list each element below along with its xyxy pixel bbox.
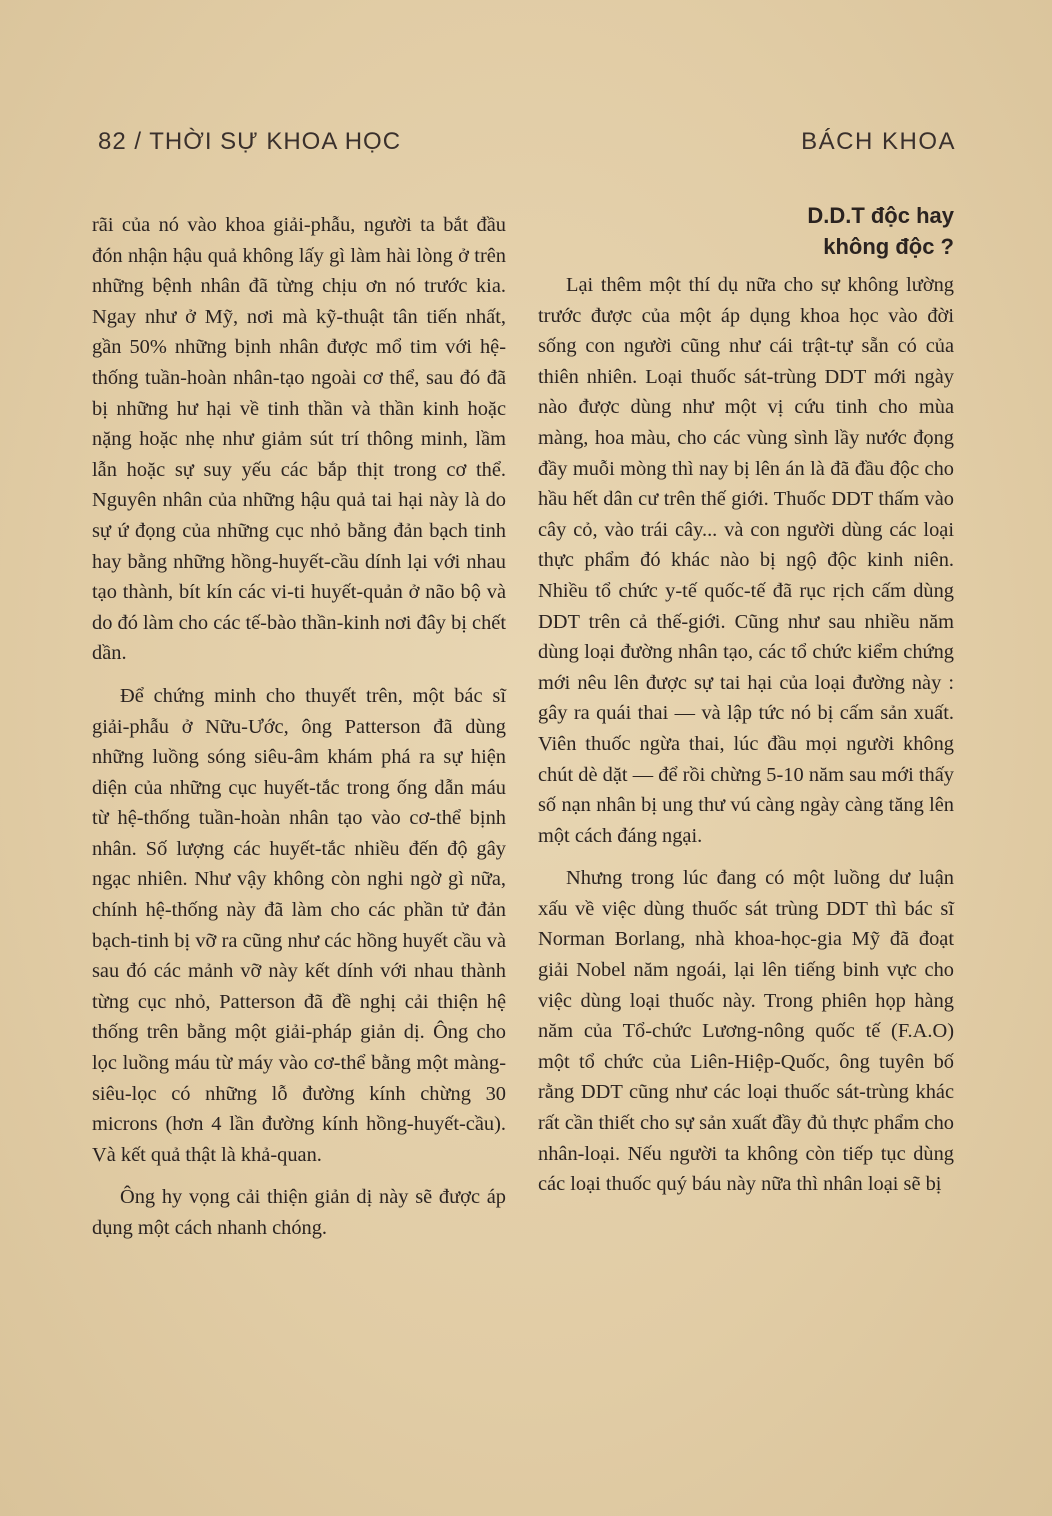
magazine-name: BÁCH KHOA [801, 128, 956, 155]
right-paragraph-2: Nhưng trong lúc đang có một luồng dư luận xấu về việc dùng thuốc sát trùng DDT thì bác sĩ Norman Borlang, nhà khoa-học-gia Mỹ đã đoạt giải Nobel năm ngoái, lại lên tiếng binh vực cho việc dùng loại thuốc này. Trong phiên họp hàng năm của Tổ-chức Lương-nông quốc tế (F.A.O) một tổ chức của Liên-Hiệp-Quốc, ông tuyên bố rằng DDT cũng như các loại thuốc sát-trùng khác rất cần thiết cho sự sản xuất đầy đủ thực phẩm cho nhân-loại. Nếu người ta không còn tiếp tục dùng các loại thuốc quý báu này nữa thì nhân loại sẽ bị [538, 867, 954, 1196]
article-title [538, 200, 954, 262]
left-paragraph-3: Ông hy vọng cải thiện giản dị này sẽ được áp dụng một cách nhanh chóng. [92, 1186, 506, 1239]
page-header [98, 128, 956, 162]
right-paragraph-1: Lại thêm một thí dụ nữa cho sự không lường trước được của một áp dụng khoa học vào đời sống con người cũng như cái trật-tự sẵn có của thiên nhiên. Loại thuốc sát-trùng DDT mới ngày nào được dùng như một vị cứu tinh cho mùa màng, hoa màu, cho các vùng sình lầy nước đọng đầy muỗi mòng thì nay bị lên án là đã đầu độc cho hầu hết dân cư trên thế giới. Thuốc DDT thấm vào cây cỏ, vào trái cây... và con người dùng các loại thực phẩm đó khác nào bị ngộ độc kinh niên. Nhiều tổ chức y-tế quốc-tế đã rục rịch cấm dùng DDT trên cả thế-giới. Cũng như sau nhiều năm dùng loại đường nhân tạo, các tổ chức kiểm chứng mới nêu lên được sự tai hại của loại đường này : gây ra quái thai — và lập tức nó bị cấm sản xuất. Viên thuốc ngừa thai, lúc đầu mọi người không chút dè dặt — để rồi chừng 5-10 năm sau mới thấy số nạn nhân bị ung thư vú càng ngày càng tăng lên một cách đáng ngại. [538, 274, 954, 847]
page-number-section-title: 82 / THỜI SỰ KHOA HỌC [98, 128, 402, 155]
right-column [538, 200, 954, 1200]
left-column [92, 210, 506, 1244]
article-title-line-2: không độc ? [823, 234, 954, 259]
left-paragraph-1: rãi của nó vào khoa giải-phẫu, người ta bắt đầu đón nhận hậu quả không lấy gì làm hài lòng ở trên những bệnh nhân đã từng chịu ơn nó trước kia. Ngay như ở Mỹ, nơi mà kỹ-thuật tân tiến nhất, gần 50% những bịnh nhân được mổ tim với hệ-thống tuần-hoàn nhân-tạo ngoài cơ thể, sau đó đã bị những hư hại về tinh thần và thần kinh hoặc nặng hoặc nhẹ như giảm sút trí thông minh, lầm lẫn hoặc sự suy yếu các bắp thịt trong cơ thể. Nguyên nhân của những hậu quả tai hại này là do sự ứ đọng của những cục nhỏ bằng đản bạch tinh hay bằng những hồng-huyết-cầu dính lại với nhau tạo thành, bít kín các vi-ti huyết-quản ở não bộ và do đó làm cho các tế-bào thần-kinh nơi đây bị chết dần. [92, 214, 506, 665]
left-paragraph-2: Để chứng minh cho thuyết trên, một bác sĩ giải-phẫu ở Nữu-Ước, ông Patterson đã dùng những luồng sóng siêu-âm khám phá ra sự hiện diện của những cục huyết-tắc trong ống dẫn máu từ hệ-thống tuần-hoàn nhân tạo vào cơ-thể bịnh nhân. Số lượng các huyết-tắc nhiều đến độ gây ngạc nhiên. Như vậy không còn nghi ngờ gì nữa, chính hệ-thống này đã làm cho các phần tử đản bạch-tinh bị vỡ ra cũng như các hồng huyết cầu và sau đó các mảnh vỡ này kết dính với nhau thành từng cục nhỏ, Patterson đã đề nghị cải thiện hệ thống trên bằng một giải-pháp giản dị. Ông cho lọc luồng máu từ máy vào cơ-thể bằng một màng-siêu-lọc có những lỗ đường kính chừng 30 microns (hơn 4 lần đường kính hồng-huyết-cầu). Và kết quả thật là khả-quan. [92, 684, 506, 1166]
article-title-line-1: D.D.T độc hay [807, 203, 954, 228]
